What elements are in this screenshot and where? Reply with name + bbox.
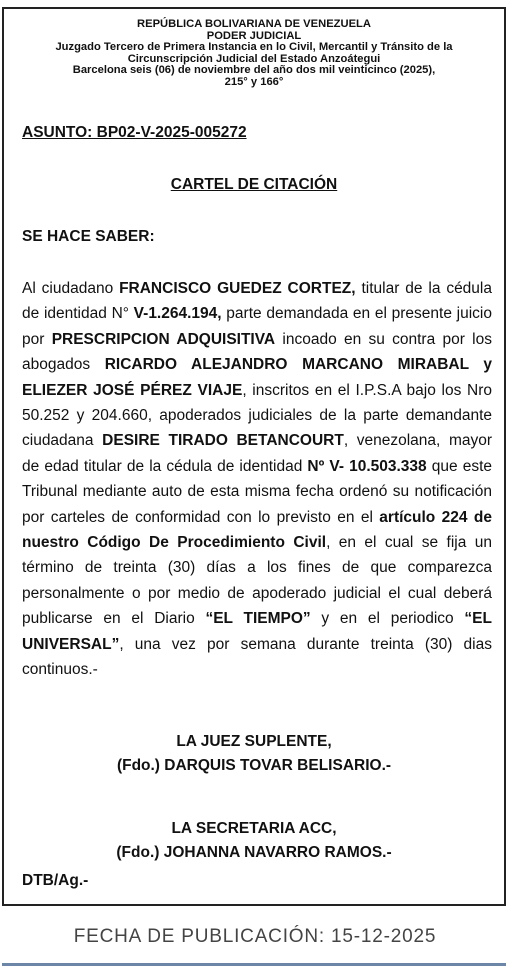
defendant-name: FRANCISCO GUEDEZ CORTEZ, xyxy=(119,280,356,297)
initials: DTB/Ag.- xyxy=(22,872,89,889)
header-date: Barcelona seis (06) de noviembre del año dos mil veinticinco (2025), xyxy=(72,64,436,77)
body-text-segment: Al ciudadano xyxy=(22,280,120,297)
body-text-segment: , una vez por semana durante treinta (30) dias continuos.- xyxy=(22,635,492,679)
secretary-title: LA SECRETARIA ACC, xyxy=(171,820,337,837)
lawsuit-type: PRESCRIPCION ADQUISITIVA xyxy=(51,330,276,348)
attorneys-names: RICARDO ALEJANDRO MARCANO MIRABAL y ELIEZER JOSÉ PÉREZ VIAJE xyxy=(22,356,492,399)
body-text-segment: y en el periodico xyxy=(310,610,465,628)
notice-frame xyxy=(2,7,506,906)
court-header xyxy=(14,19,494,89)
notice-body xyxy=(22,276,492,683)
bottom-divider xyxy=(2,963,506,966)
header-republic: REPÚBLICA BOLIVARIANA DE VENEZUELA xyxy=(137,18,371,30)
body-text-segment: parte demandada en el presente juicio por xyxy=(22,305,492,348)
header-judicial-power: PODER JUDICIAL xyxy=(206,29,302,42)
judge-title: LA JUEZ SUPLENTE, xyxy=(176,733,332,750)
notice-title-text: CARTEL DE CITACIÓN xyxy=(170,176,338,193)
newspaper-el-universal: “EL UNIVERSAL” xyxy=(22,610,492,653)
header-jurisdiction: Circunscripción Judicial del Estado Anzoátegui xyxy=(127,52,381,65)
header-years: 215° y 166° xyxy=(224,75,284,88)
se-hace-saber: SE HACE SABER: xyxy=(22,228,155,245)
publication-date: FECHA DE PUBLICACIÓN: 15-12-2025 xyxy=(73,926,437,947)
body-text-segment: , inscritos en el I.P.S.A bajo los Nro 50.252 y 204.660, apoderados judiciales de la parte demandante ciudadana xyxy=(22,381,492,450)
header-court-name: Juzgado Tercero de Primera Instancia en lo Civil, Mercantil y Tránsito de la xyxy=(55,41,453,54)
plaintiff-name: DESIRE TIRADO BETANCOURT xyxy=(102,432,344,450)
legal-article: artículo 224 de nuestro Código De Procedimiento Civil xyxy=(22,508,492,552)
judge-signature xyxy=(4,730,504,778)
body-text-segment: que este Tribunal mediante auto de esta misma fecha ordenó su notificación por carteles de conformidad con lo previsto en el xyxy=(22,457,492,526)
defendant-id: V-1.264.194, xyxy=(133,305,222,323)
notice-title xyxy=(4,176,504,194)
body-text-segment: , venezolana, mayor de edad titular de la cédula de identidad xyxy=(22,432,493,475)
body-text-segment: titular de la cédula de identidad N° xyxy=(22,280,492,323)
case-number: ASUNTO: BP02-V-2025-005272 xyxy=(22,124,247,141)
body-text-segment: incoado en su contra por los abogados xyxy=(22,330,492,374)
plaintiff-id: Nº V- 10.503.338 xyxy=(307,457,427,475)
judge-name: (Fdo.) DARQUIS TOVAR BELISARIO.- xyxy=(116,757,392,774)
newspaper-el-tiempo: “EL TIEMPO” xyxy=(205,610,311,628)
secretary-name: (Fdo.) JOHANNA NAVARRO RAMOS.- xyxy=(116,844,392,861)
body-text-segment: , en el cual se fija un término de treinta (30) días a los fines de que comparezca personalmente o por medio de apoderado judicial el cual deberá publicarse en el Diario xyxy=(22,534,492,628)
secretary-signature xyxy=(4,817,504,865)
